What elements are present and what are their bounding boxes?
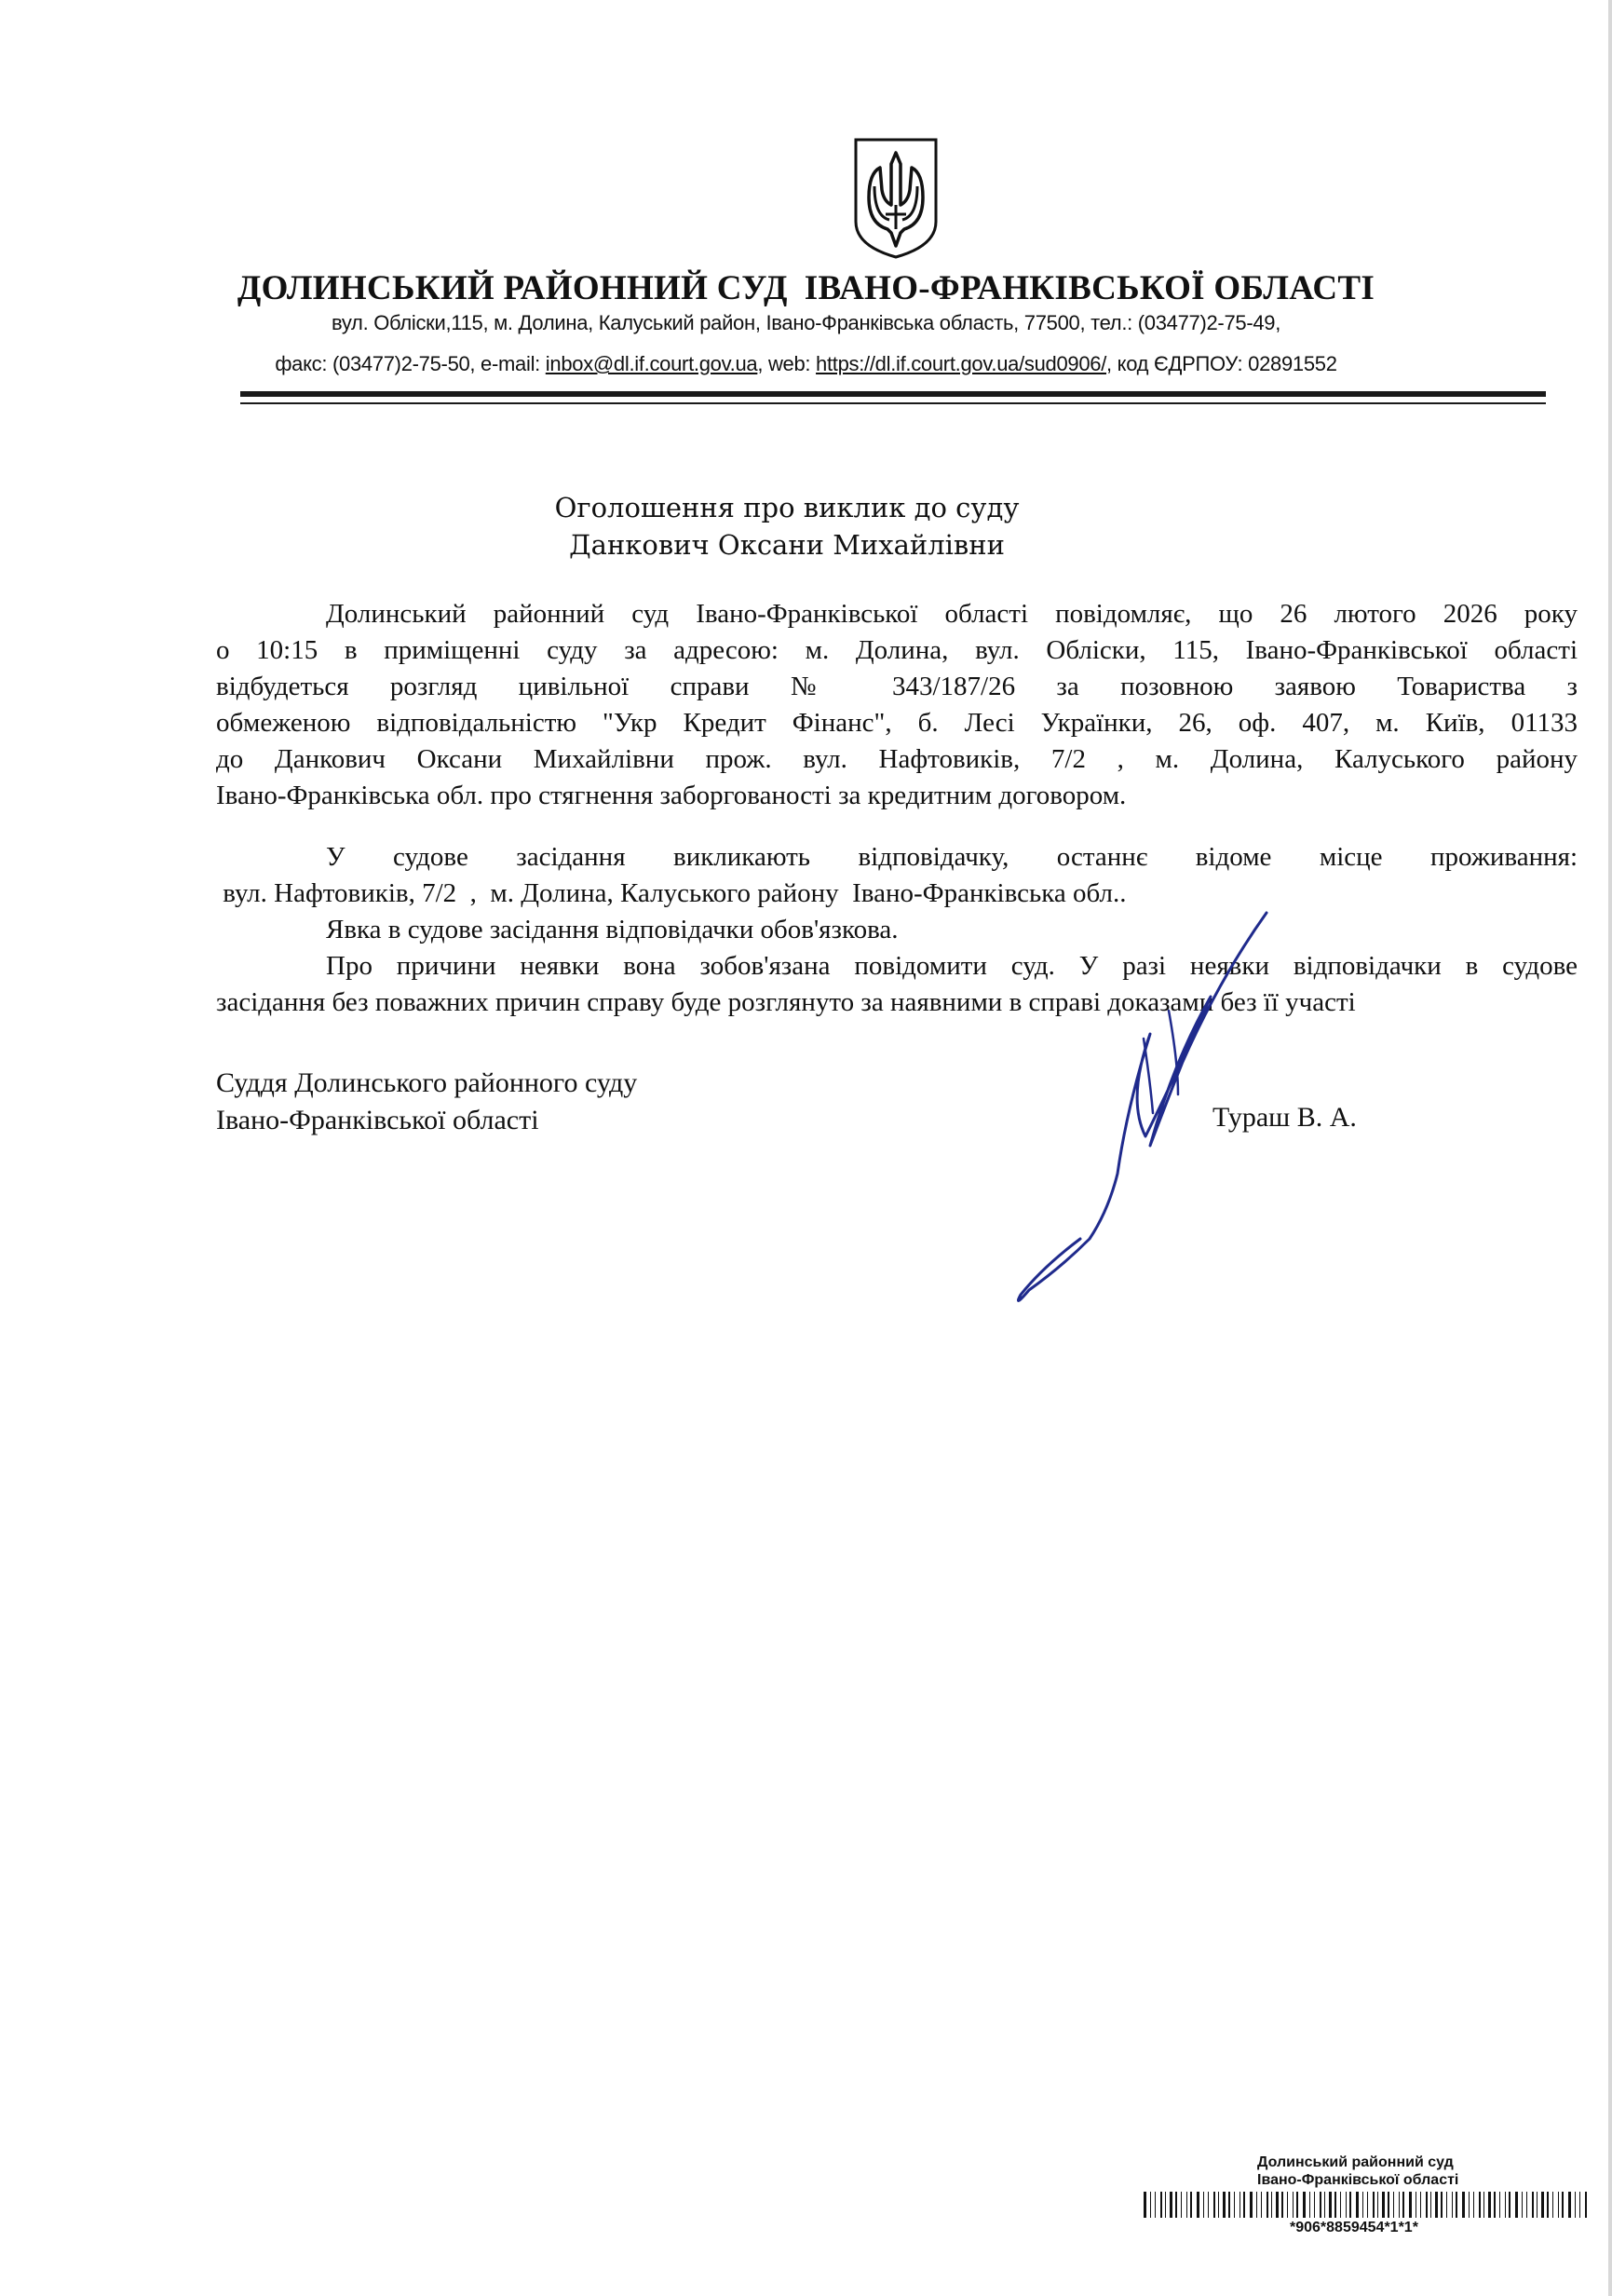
court-contacts <box>0 352 1612 376</box>
barcode-bar <box>1441 2192 1443 2218</box>
header-divider-thick <box>240 391 1546 397</box>
barcode-bar <box>1499 2192 1500 2218</box>
barcode-bar <box>1473 2192 1474 2218</box>
barcode-bar <box>1234 2192 1235 2218</box>
barcode-bar <box>1388 2192 1389 2218</box>
barcode-bar <box>1509 2192 1510 2218</box>
barcode-bar <box>1239 2192 1240 2218</box>
registry-stamp <box>1257 2153 1458 2189</box>
barcode-bar <box>1456 2192 1457 2218</box>
notice-title: Оголошення про виклик до суду <box>554 492 1020 523</box>
website-link[interactable]: https://dl.if.court.gov.ua/sud0906/ <box>816 352 1107 375</box>
notice-paragraph-attendance <box>216 912 1578 948</box>
barcode-bar <box>1175 2192 1177 2218</box>
notice-paragraph-summons <box>216 839 1578 912</box>
stamp-line1: Долинський районний суд <box>1257 2154 1454 2170</box>
paragraph-line: Долинський районний суд Івано-Франківської області повідомляє, що 26 лютого 2026 року <box>326 599 1578 629</box>
barcode-bar <box>1314 2192 1315 2218</box>
notice-paragraph-main <box>216 596 1578 814</box>
barcode-bar <box>1435 2192 1438 2218</box>
judge-name: Тураш В. А. <box>1212 1102 1357 1133</box>
barcode-bar <box>1190 2192 1192 2218</box>
barcode-number: *906*8859454*1*1* <box>1290 2220 1418 2235</box>
barcode-bar <box>1541 2192 1544 2218</box>
email-link[interactable]: inbox@dl.if.court.gov.ua <box>545 352 758 375</box>
fax-label: факс: (03477)2-75-50, e-mail: <box>275 352 546 375</box>
court-address: вул. Обліски,115, м. Долина, Калуський район, Івано-Франківська область, 77500, тел.: (03477)2-75-49, <box>331 311 1281 334</box>
barcode-bar <box>1340 2192 1341 2218</box>
barcode-bar <box>1505 2192 1506 2218</box>
barcode-bar <box>1228 2192 1230 2218</box>
barcode-bar <box>1223 2192 1226 2218</box>
barcode-bar <box>1522 2192 1523 2218</box>
barcode-bar <box>1296 2192 1298 2218</box>
barcode-bar <box>1186 2192 1187 2218</box>
barcode-bar <box>1420 2192 1421 2218</box>
paragraph-line: Про причини неявки вона зобов'язана повідомити суд. У разі неявки відповідачки в судове <box>326 951 1578 981</box>
notice-paragraph-absence <box>216 948 1578 1021</box>
barcode-bar <box>1203 2192 1204 2218</box>
barcode-bar <box>1515 2192 1518 2218</box>
paragraph-line: засідання без поважних причин справу буде розглянуто за наявними в справі доказами без її участі <box>216 987 1356 1017</box>
barcode-bar <box>1160 2192 1162 2218</box>
barcode-bar <box>1165 2192 1166 2218</box>
barcode-bar <box>1446 2192 1447 2218</box>
barcode-bar <box>1575 2192 1576 2218</box>
barcode-bar <box>1181 2192 1182 2218</box>
barcode-bar <box>1208 2192 1209 2218</box>
edrpou-code: , код ЄДРПОУ: 02891552 <box>1106 352 1337 375</box>
barcode-bar <box>1144 2192 1146 2218</box>
barcode-bar <box>1362 2192 1363 2218</box>
barcode-bar <box>1303 2192 1306 2218</box>
web-label: , web: <box>757 352 817 375</box>
barcode-bar <box>1532 2192 1534 2218</box>
barcode <box>1144 2192 1591 2218</box>
stamp-line2: Івано-Франківської області <box>1257 2172 1459 2188</box>
paragraph-line: до Данкович Оксани Михайлівни прож. вул. Нафтовиків, 7/2 , м. Долина, Калуського району <box>216 744 1578 774</box>
paragraph-line: Івано-Франківська обл. про стягнення заборгованості за кредитним договором. <box>216 781 1127 810</box>
barcode-bar <box>1356 2192 1359 2218</box>
barcode-bar <box>1382 2192 1385 2218</box>
barcode-bar <box>1267 2192 1268 2218</box>
barcode-bar <box>1271 2192 1272 2218</box>
barcode-bar <box>1488 2192 1491 2218</box>
header-divider-thin <box>240 402 1546 404</box>
barcode-bar <box>1256 2192 1257 2218</box>
barcode-bar <box>1479 2192 1481 2218</box>
paragraph-line: обмеженою відповідальністю "Укр Кредит Фінанс", б. Лесі Українки, 26, оф. 407, м. Київ, 01133 <box>216 708 1578 738</box>
page-edge <box>1608 0 1612 2296</box>
barcode-bar <box>1309 2192 1310 2218</box>
court-name-part1: ДОЛИНСЬКИЙ РАЙОННИЙ СУД <box>237 269 788 307</box>
judge-position-line2: Івано-Франківської області <box>216 1105 539 1135</box>
paragraph-line: У судове засідання викликають відповідачку, останнє відоме місце проживання: <box>326 842 1578 872</box>
barcode-bar <box>1281 2192 1283 2218</box>
barcode-bar <box>1393 2192 1394 2218</box>
barcode-bar <box>1218 2192 1219 2218</box>
paragraph-line: Явка в судове засідання відповідачки обов'язкова. <box>326 915 899 944</box>
barcode-bar <box>1483 2192 1484 2218</box>
judge-position <box>216 1065 637 1139</box>
barcode-bar <box>1213 2192 1215 2218</box>
barcode-bar <box>1562 2192 1564 2218</box>
barcode-bar <box>1346 2192 1347 2218</box>
barcode-bar <box>1526 2192 1527 2218</box>
barcode-bar <box>1568 2192 1571 2218</box>
barcode-bar <box>1287 2192 1288 2218</box>
barcode-bar <box>1558 2192 1559 2218</box>
barcode-bar <box>1399 2192 1400 2218</box>
notice-subject: Данкович Оксани Михайлівни <box>569 529 1005 561</box>
barcode-bar <box>1552 2192 1553 2218</box>
barcode-bar <box>1243 2192 1245 2218</box>
judge-position-line1: Суддя Долинського районного суду <box>216 1067 638 1098</box>
barcode-bar <box>1579 2192 1580 2218</box>
barcode-bar <box>1367 2192 1368 2218</box>
barcode-bar <box>1276 2192 1279 2218</box>
barcode-bar <box>1329 2192 1332 2218</box>
paragraph-line: відбудеться розгляд цивільної справи № 343/187/26 за позовною заявою Товариства з <box>216 672 1578 701</box>
barcode-bar <box>1250 2192 1253 2218</box>
barcode-bar <box>1426 2192 1428 2218</box>
paragraph-line: о 10:15 в приміщенні суду за адресою: м. Долина, вул. Обліски, 115, Івано-Франківської області <box>216 635 1578 665</box>
handwritten-signature <box>987 894 1285 1341</box>
barcode-bar <box>1320 2192 1321 2218</box>
barcode-bar <box>1462 2192 1465 2218</box>
barcode-bar <box>1585 2192 1587 2218</box>
barcode-bar <box>1469 2192 1470 2218</box>
court-title <box>0 268 1612 308</box>
barcode-bar <box>1334 2192 1336 2218</box>
barcode-bar <box>1261 2192 1262 2218</box>
barcode-bar <box>1430 2192 1431 2218</box>
barcode-bar <box>1494 2192 1496 2218</box>
barcode-bar <box>1349 2192 1351 2218</box>
barcode-bar <box>1150 2192 1151 2218</box>
barcode-bar <box>1547 2192 1549 2218</box>
barcode-bar <box>1377 2192 1378 2218</box>
coat-of-arms-icon <box>852 136 940 261</box>
barcode-bar <box>1197 2192 1199 2218</box>
barcode-bar <box>1409 2192 1412 2218</box>
barcode-bar <box>1452 2192 1453 2218</box>
court-name-part2: ІВАНО-ФРАНКІВСЬКОЇ ОБЛАСТІ <box>804 269 1375 307</box>
barcode-bar <box>1324 2192 1325 2218</box>
barcode-bar <box>1293 2192 1294 2218</box>
barcode-bar <box>1373 2192 1375 2218</box>
barcode-bar <box>1402 2192 1404 2218</box>
paragraph-line: вул. Нафтовиків, 7/2 , м. Долина, Калуського району Івано-Франківська обл.. <box>216 878 1127 908</box>
barcode-bar <box>1155 2192 1156 2218</box>
barcode-bar <box>1170 2192 1172 2218</box>
